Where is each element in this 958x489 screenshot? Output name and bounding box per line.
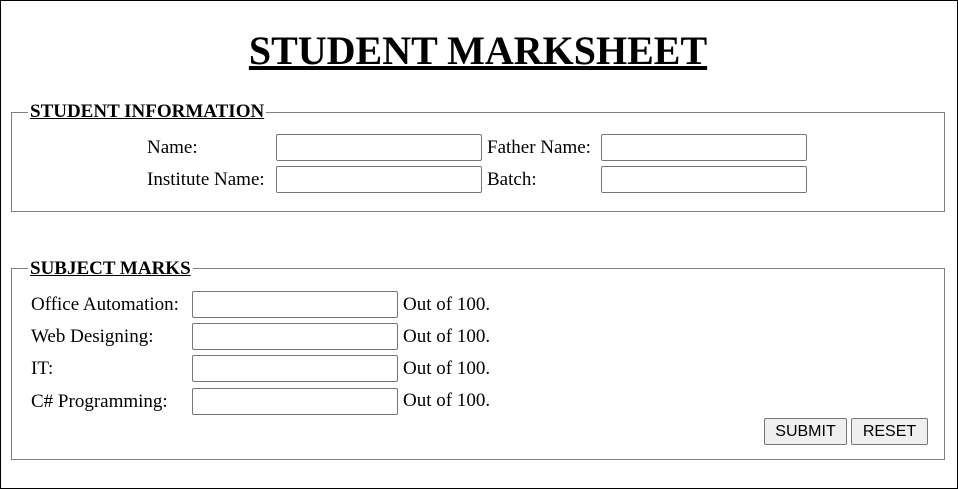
office-automation-input[interactable] <box>192 291 398 318</box>
subject-label: Web Designing: <box>31 326 154 347</box>
institute-name-label: Institute Name: <box>147 169 265 190</box>
name-label: Name: <box>147 137 198 158</box>
father-name-label: Father Name: <box>487 137 591 158</box>
page-title: STUDENT MARKSHEET <box>248 28 708 73</box>
name-input[interactable] <box>276 134 482 161</box>
subject-marks-legend: SUBJECT MARKS <box>30 258 191 279</box>
institute-name-input[interactable] <box>276 166 482 193</box>
batch-input[interactable] <box>601 166 807 193</box>
father-name-input[interactable] <box>601 134 807 161</box>
out-of-label: Out of 100. <box>403 326 491 347</box>
web-designing-input[interactable] <box>192 323 398 350</box>
student-information-legend: STUDENT INFORMATION <box>30 101 265 122</box>
subject-label: C# Programming: <box>31 391 168 412</box>
subject-label: Office Automation: <box>31 294 179 315</box>
reset-button[interactable]: RESET <box>851 418 928 445</box>
submit-button[interactable]: SUBMIT <box>764 418 847 445</box>
subject-label: IT: <box>31 358 54 379</box>
out-of-label: Out of 100. <box>403 390 491 411</box>
student-information-fieldset <box>11 112 945 212</box>
out-of-label: Out of 100. <box>403 294 491 315</box>
out-of-label: Out of 100. <box>403 358 491 379</box>
it-input[interactable] <box>192 355 398 382</box>
csharp-programming-input[interactable] <box>192 388 398 415</box>
batch-label: Batch: <box>487 169 537 190</box>
